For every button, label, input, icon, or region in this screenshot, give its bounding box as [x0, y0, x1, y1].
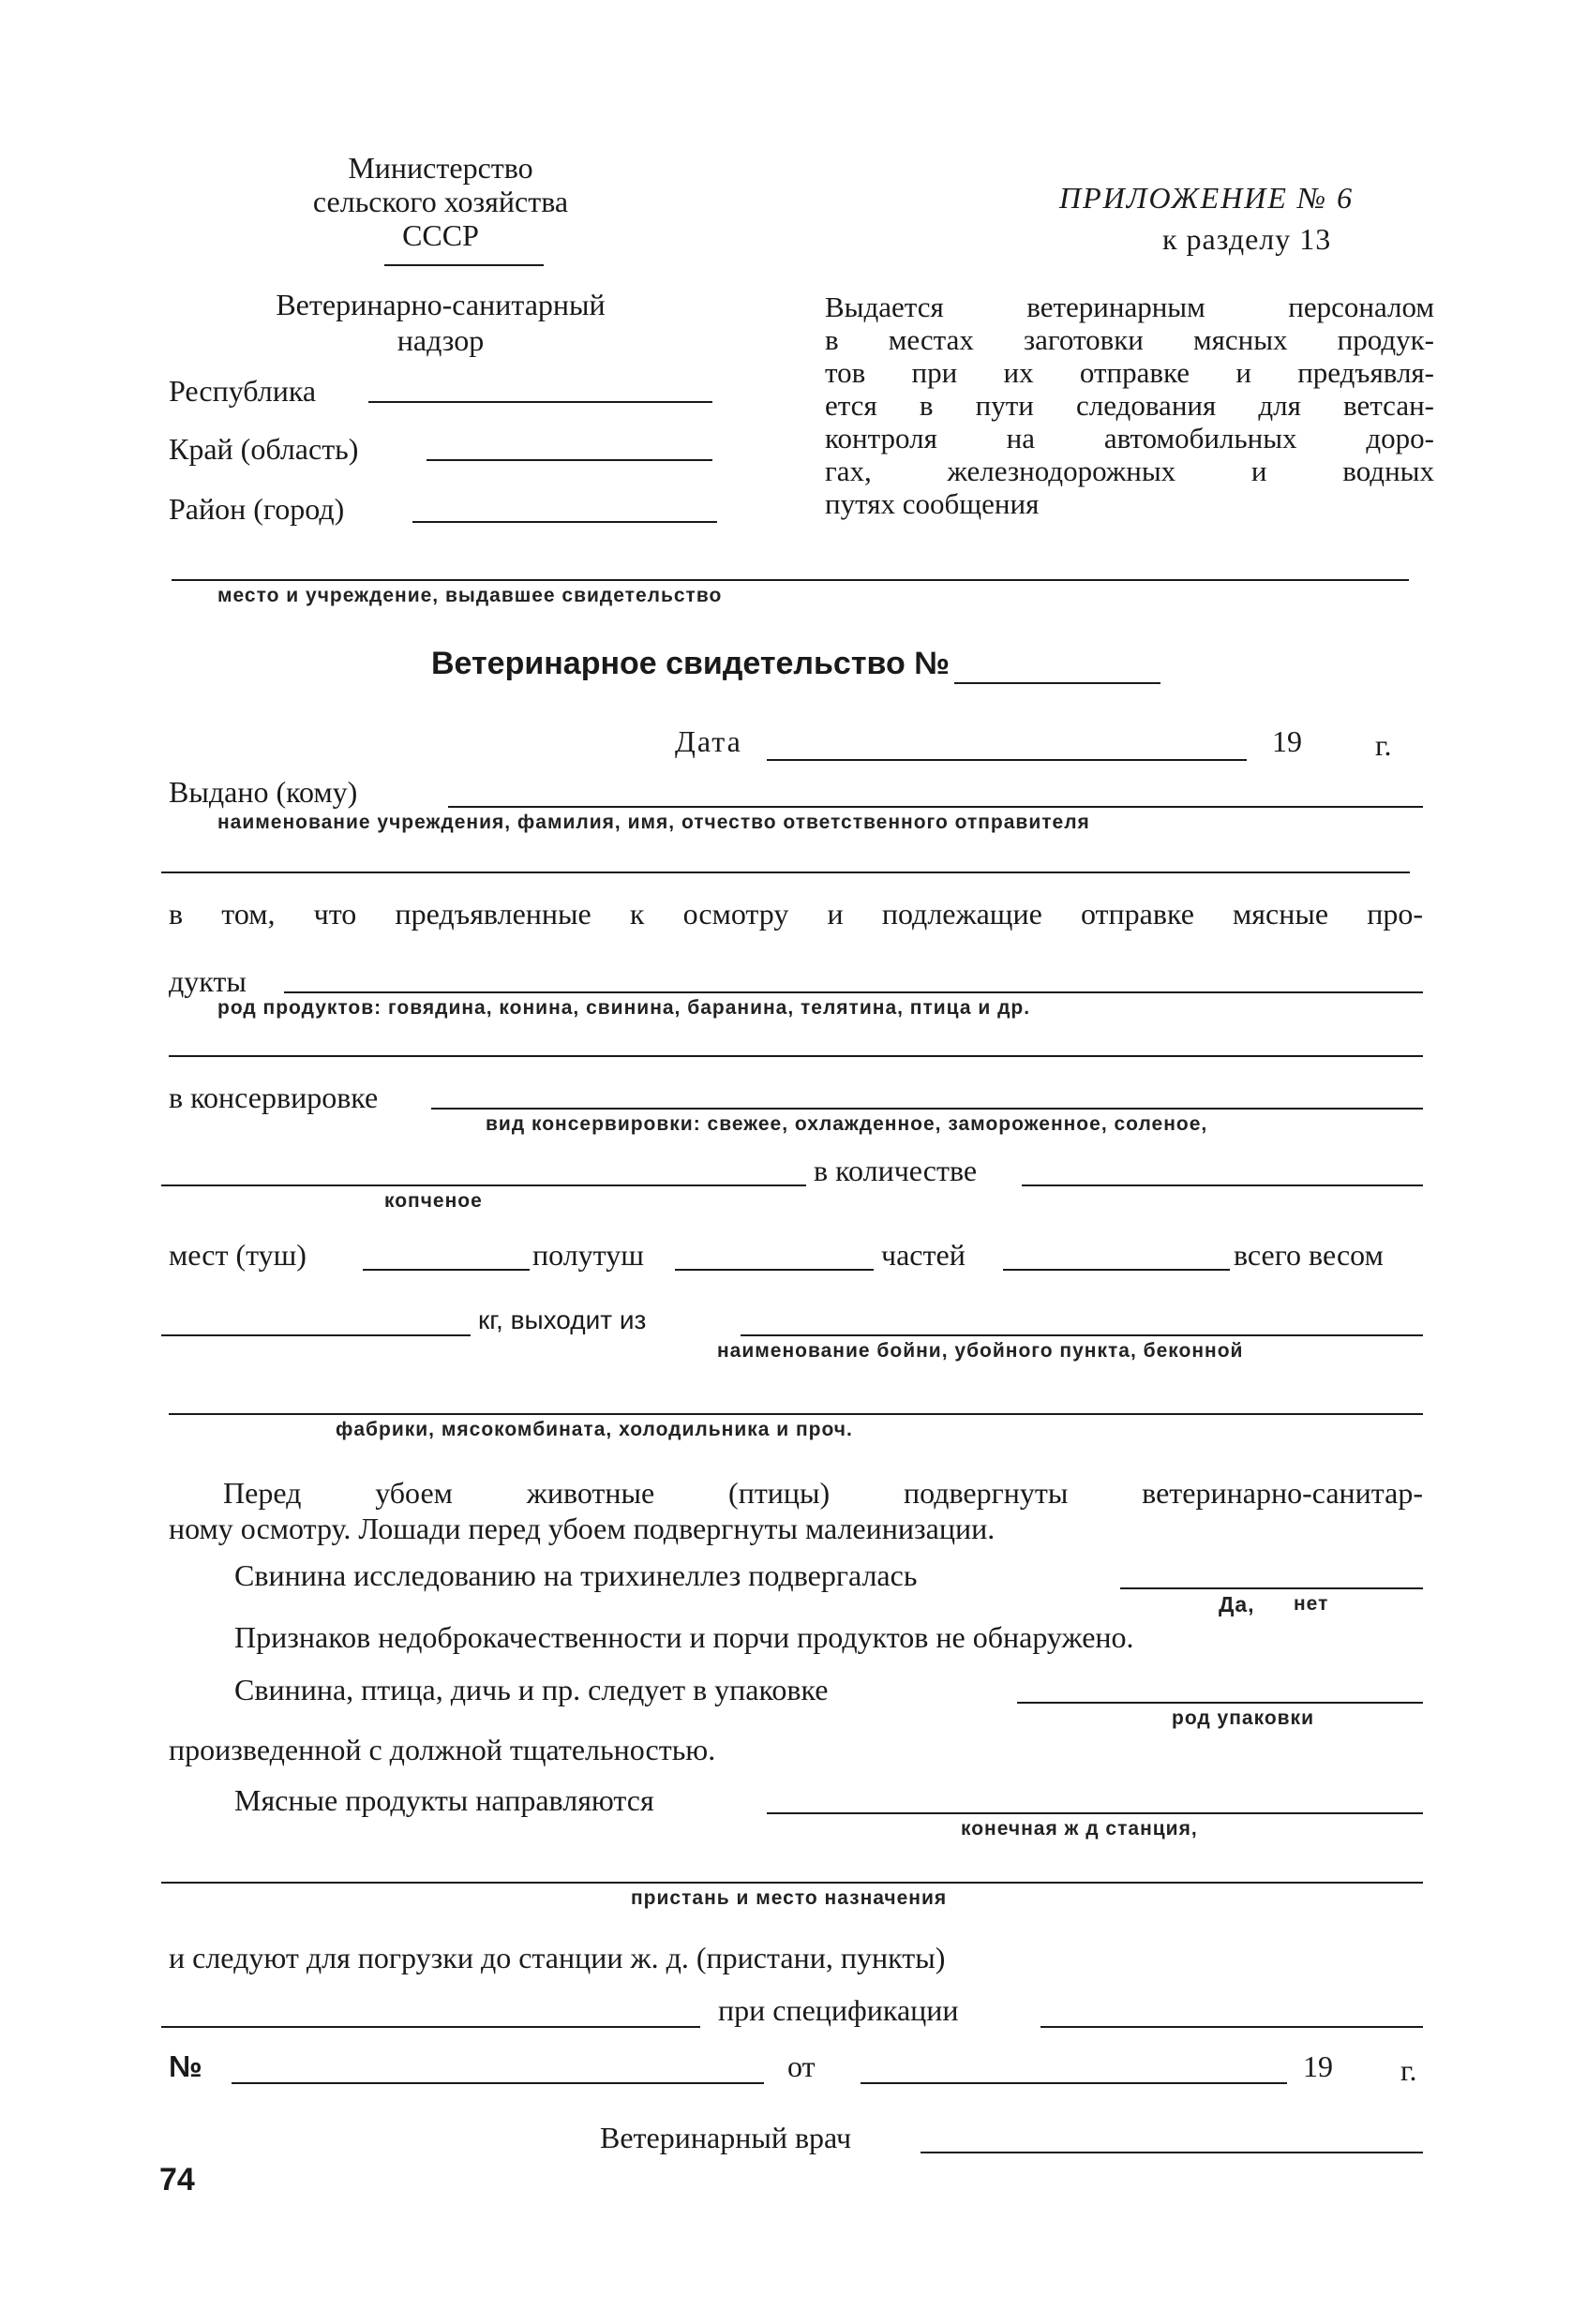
places-field[interactable]: [363, 1269, 530, 1271]
trichinella-label: Свинина исследованию на трихинеллез подвергалась: [234, 1558, 918, 1592]
vet-label: Ветеринарный врач: [600, 2121, 852, 2154]
loading-station-field[interactable]: [161, 2026, 700, 2028]
ministry-divider: [384, 264, 544, 266]
supervision-line-2: надзор: [397, 323, 485, 357]
specification-field[interactable]: [1041, 2026, 1423, 2028]
republic-label: Республика: [169, 374, 317, 408]
spec-number-field[interactable]: [232, 2082, 764, 2084]
issued-to-field[interactable]: [448, 806, 1423, 808]
places-label: мест (туш): [169, 1238, 307, 1272]
loading-line: и следуют для погрузки до станции ж. д. (пристани, пункты): [169, 1941, 946, 1974]
destination-caption-2: пристань и место назначения: [631, 1887, 948, 1909]
trichinella-no: нет: [1294, 1593, 1329, 1615]
quantity-label: в количестве: [814, 1154, 978, 1187]
issued-to-label: Выдано (кому): [169, 775, 358, 809]
statement-line-1: в том, что предъявленные к осмотру и подлежащие отправке мясные про-: [169, 897, 1423, 931]
district-label: Район (город): [169, 492, 345, 526]
spec-year-suffix: г.: [1400, 2053, 1417, 2087]
smoked-caption: копченое: [384, 1190, 483, 1212]
preservation-field[interactable]: [431, 1108, 1423, 1110]
issued-to-caption: наименование учреждения, фамилия, имя, отчество ответственного отправителя: [217, 812, 1090, 833]
trichinella-yes: Да,: [1219, 1592, 1255, 1616]
appendix-section: к разделу 13: [1162, 222, 1332, 256]
page-number: 74: [159, 2162, 195, 2197]
kg-label: кг, выходит из: [478, 1305, 647, 1334]
trichinella-field[interactable]: [1120, 1587, 1423, 1589]
date-year-suffix: г.: [1375, 728, 1392, 762]
ministry-line-1: Министерство: [348, 151, 533, 185]
spec-number-sign: №: [169, 2049, 202, 2083]
issue-note-line-4: ется в пути следования для ветсан-: [825, 389, 1434, 422]
issued-to-field-2[interactable]: [161, 872, 1410, 873]
ministry-line-3: СССР: [402, 218, 479, 252]
packaging-done: произведенной с должной тщательностью.: [169, 1733, 716, 1766]
preservation-label: в консервировке: [169, 1080, 379, 1114]
products-label: дукты: [169, 964, 247, 998]
supervision-line-1: Ветеринарно-санитарный: [276, 288, 606, 321]
preservation-caption: вид консервировки: свежее, охлажденное, замороженное, соленое,: [486, 1113, 1208, 1135]
destination-field-2[interactable]: [161, 1882, 1423, 1884]
appendix-title: ПРИЛОЖЕНИЕ № 6: [1059, 181, 1355, 215]
issuer-caption: место и учреждение, выдавшее свидетельство: [217, 585, 723, 606]
products-caption: род продуктов: говядина, конина, свинина, баранина, телятина, птица и др.: [217, 997, 1031, 1019]
issue-note-line-6: гах, железнодорожных и водных: [825, 454, 1434, 487]
origin-caption-1: наименование бойни, убойного пункта, беконной: [717, 1340, 1244, 1362]
issue-note-line-5: контроля на автомобильных доро-: [825, 422, 1434, 454]
destination-caption-1: конечная ж д станция,: [961, 1818, 1198, 1840]
spec-date-field[interactable]: [861, 2082, 1287, 2084]
half-carcasses-label: полутуш: [532, 1238, 644, 1272]
issue-note-line-2: в местах заготовки мясных продук-: [825, 323, 1434, 356]
certificate-title: Ветеринарное свидетельство №: [431, 646, 951, 681]
parts-field[interactable]: [1003, 1269, 1230, 1271]
packaging-label: Свинина, птица, дичь и пр. следует в упаковке: [234, 1673, 829, 1706]
region-field[interactable]: [427, 459, 712, 461]
date-field[interactable]: [767, 759, 1247, 761]
spec-from-label: от: [787, 2049, 816, 2083]
republic-field[interactable]: [368, 401, 712, 403]
issue-note-line-1: Выдается ветеринарным персоналом: [825, 290, 1434, 323]
origin-field[interactable]: [741, 1334, 1423, 1336]
packaging-field[interactable]: [1017, 1702, 1423, 1704]
district-field[interactable]: [412, 521, 717, 523]
ministry-line-2: сельского хозяйства: [312, 185, 569, 218]
origin-caption-2: фабрики, мясокомбината, холодильника и проч.: [336, 1419, 853, 1440]
half-carcasses-field[interactable]: [675, 1269, 874, 1271]
issue-note-line-7: путях сообщения: [825, 487, 1040, 520]
products-field-2[interactable]: [169, 1055, 1423, 1057]
no-defects-statement: Признаков недоброкачественности и порчи продуктов не обнаружено.: [234, 1620, 1134, 1654]
vet-signature-field[interactable]: [921, 2152, 1423, 2153]
weight-field[interactable]: [161, 1334, 471, 1336]
destination-field[interactable]: [767, 1812, 1423, 1814]
issuer-field[interactable]: [172, 579, 1409, 581]
quantity-field[interactable]: [1022, 1184, 1423, 1186]
origin-field-2[interactable]: [169, 1413, 1423, 1415]
issue-note-line-3: тов при их отправке и предъявля-: [825, 356, 1434, 389]
total-weight-label: всего весом: [1234, 1238, 1384, 1272]
region-label: Край (область): [169, 432, 359, 466]
preservation-field-2[interactable]: [161, 1184, 806, 1186]
date-year-prefix: 19: [1272, 724, 1302, 758]
certificate-number-field[interactable]: [954, 682, 1160, 684]
destination-label: Мясные продукты направляются: [234, 1783, 654, 1817]
parts-label: частей: [881, 1238, 966, 1272]
products-field[interactable]: [284, 991, 1423, 993]
packaging-caption: род упаковки: [1172, 1707, 1314, 1729]
spec-year-prefix: 19: [1303, 2049, 1333, 2083]
inspection-line-2: ному осмотру. Лошади перед убоем подвергнуты малеинизации.: [169, 1512, 996, 1545]
date-label: Дата: [675, 724, 742, 758]
inspection-line-1: Перед убоем животные (птицы) подвергнуты ветеринарно-санитар-: [223, 1476, 1423, 1510]
specification-label: при спецификации: [718, 1993, 959, 2027]
